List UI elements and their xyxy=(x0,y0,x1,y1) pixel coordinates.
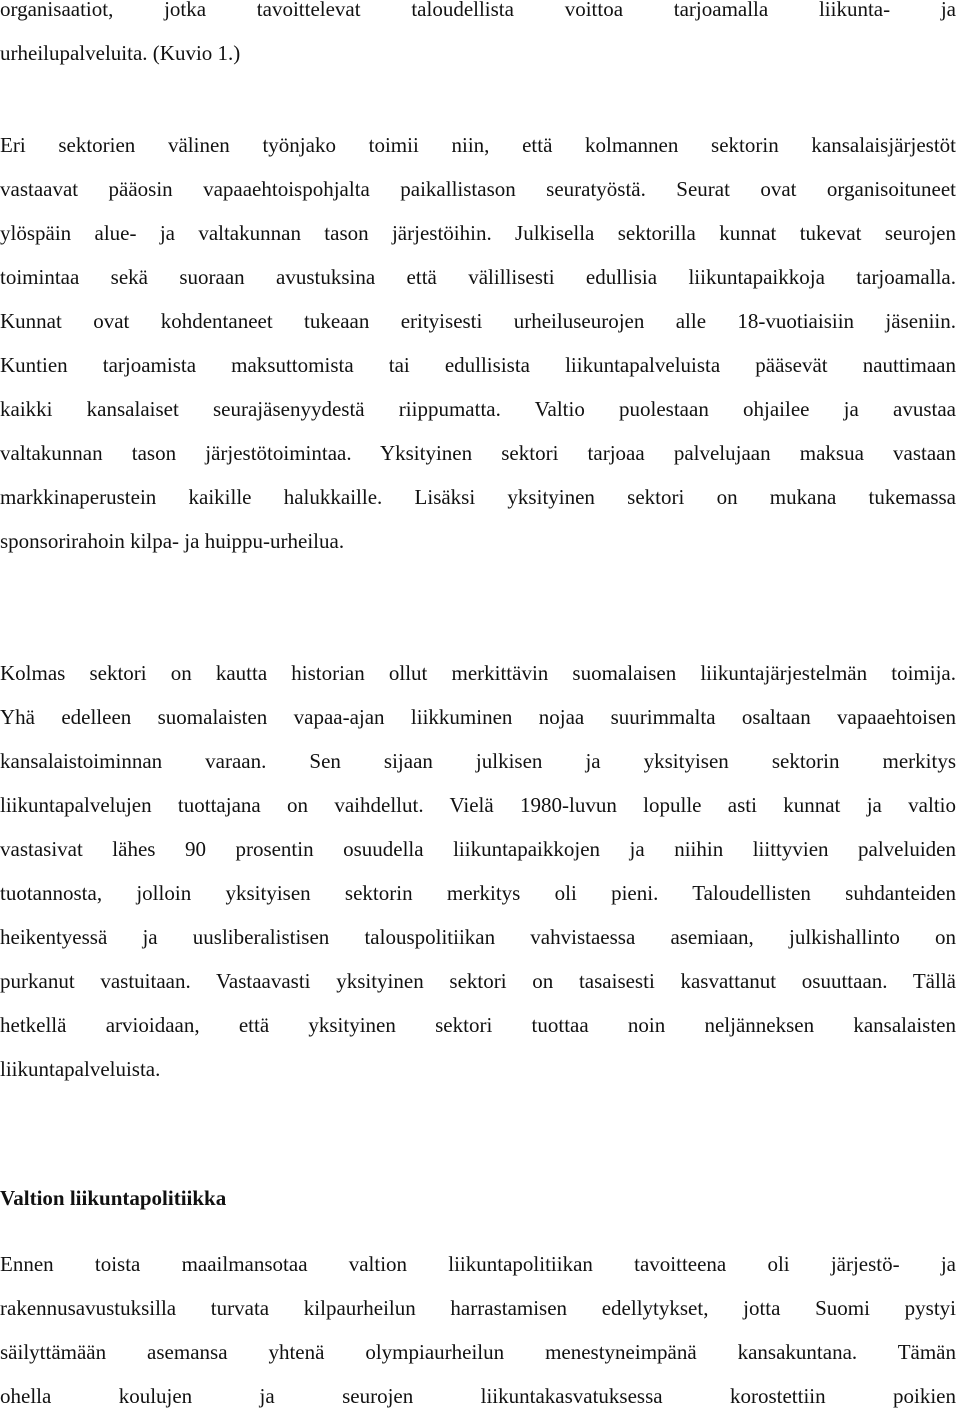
text-line: urheilupalveluita. (Kuvio 1.) xyxy=(0,41,241,65)
text-line: valtakunnan tason järjestötoimintaa. Yksityinen sektori tarjoaa palvelujaan maksua vastaan xyxy=(0,441,956,465)
text-line: Kolmas sektori on kautta historian ollut merkittävin suomalaisen liikuntajärjestelmän toimija. xyxy=(0,661,956,685)
paragraph-4 xyxy=(0,1242,960,1418)
text-line: vastaavat pääosin vapaaehtoispohjalta paikallistason seuratyöstä. Seurat ovat organisoituneet xyxy=(0,177,956,201)
text-line: organisaatiot, jotka tavoittelevat taloudellista voittoa tarjoamalla liikunta- ja xyxy=(0,0,956,21)
text-line: markkinaperustein kaikille halukkaille. Lisäksi yksityinen sektori on mukana tukemassa xyxy=(0,485,956,509)
text-line: kansalaistoiminnan varaan. Sen sijaan julkisen ja yksityisen sektorin merkitys xyxy=(0,749,956,773)
text-line: Kunnat ovat kohdentaneet tukeaan erityisesti urheiluseurojen alle 18-vuotiaisiin jäseniin. xyxy=(0,309,956,333)
text-line: vastasivat lähes 90 prosentin osuudella liikuntapaikkojen ja niihin liittyvien palveluiden xyxy=(0,837,956,861)
text-line: Yhä edelleen suomalaisten vapaa-ajan liikkuminen nojaa suurimmalta osaltaan vapaaehtoisen xyxy=(0,705,956,729)
text-line: sponsorirahoin kilpa- ja huippu-urheilua. xyxy=(0,529,345,553)
text-line: liikuntapalvelujen tuottajana on vaihdellut. Vielä 1980-luvun lopulle asti kunnat ja valtio xyxy=(0,793,956,817)
text-line: Kuntien tarjoamista maksuttomista tai edullisista liikuntapalveluista pääsevät nauttimaan xyxy=(0,353,956,377)
text-line: kaikki kansalaiset seurajäsenyydestä riippumatta. Valtio puolestaan ohjailee ja avustaa xyxy=(0,397,956,421)
text-line: Eri sektorien välinen työnjako toimii niin, että kolmannen sektorin kansalaisjärjestöt xyxy=(0,133,956,157)
text-line: ylöspäin alue- ja valtakunnan tason järjestöihin. Julkisella sektorilla kunnat tukevat seurojen xyxy=(0,221,956,245)
text-line: ohella koulujen ja seurojen liikuntakasvatuksessa korostettiin poikien xyxy=(0,1384,956,1408)
text-line: Ennen toista maailmansotaa valtion liikuntapolitiikan tavoitteena oli järjestö- ja xyxy=(0,1252,956,1276)
paragraph-2 xyxy=(0,123,960,563)
text-line: toimintaa sekä suoraan avustuksina että välillisesti edullisia liikuntapaikkoja tarjoamalla. xyxy=(0,265,956,289)
text-line: liikuntapalveluista. xyxy=(0,1057,161,1081)
text-line: heikentyessä ja uusliberalistisen talouspolitiikan vahvistaessa asemiaan, julkishallinto on xyxy=(0,925,956,949)
text-line: purkanut vastuitaan. Vastaavasti yksityinen sektori on tasaisesti kasvattanut osuuttaan. Tällä xyxy=(0,969,956,993)
paragraph-3 xyxy=(0,651,960,1091)
text-line: säilyttämään asemansa yhtenä olympiaurheilun menestyneimpänä kansakuntana. Tämän xyxy=(0,1340,956,1364)
section-heading: Valtion liikuntapolitiikka xyxy=(0,1186,227,1210)
text-line: rakennusavustuksilla turvata kilpaurheilun harrastamisen edellytykset, jotta Suomi pystyi xyxy=(0,1296,956,1320)
paragraph-1 xyxy=(0,0,960,75)
text-line: hetkellä arvioidaan, että yksityinen sektori tuottaa noin neljänneksen kansalaisten xyxy=(0,1013,956,1037)
text-line: tuotannosta, jolloin yksityisen sektorin merkitys oli pieni. Taloudellisten suhdanteiden xyxy=(0,881,956,905)
